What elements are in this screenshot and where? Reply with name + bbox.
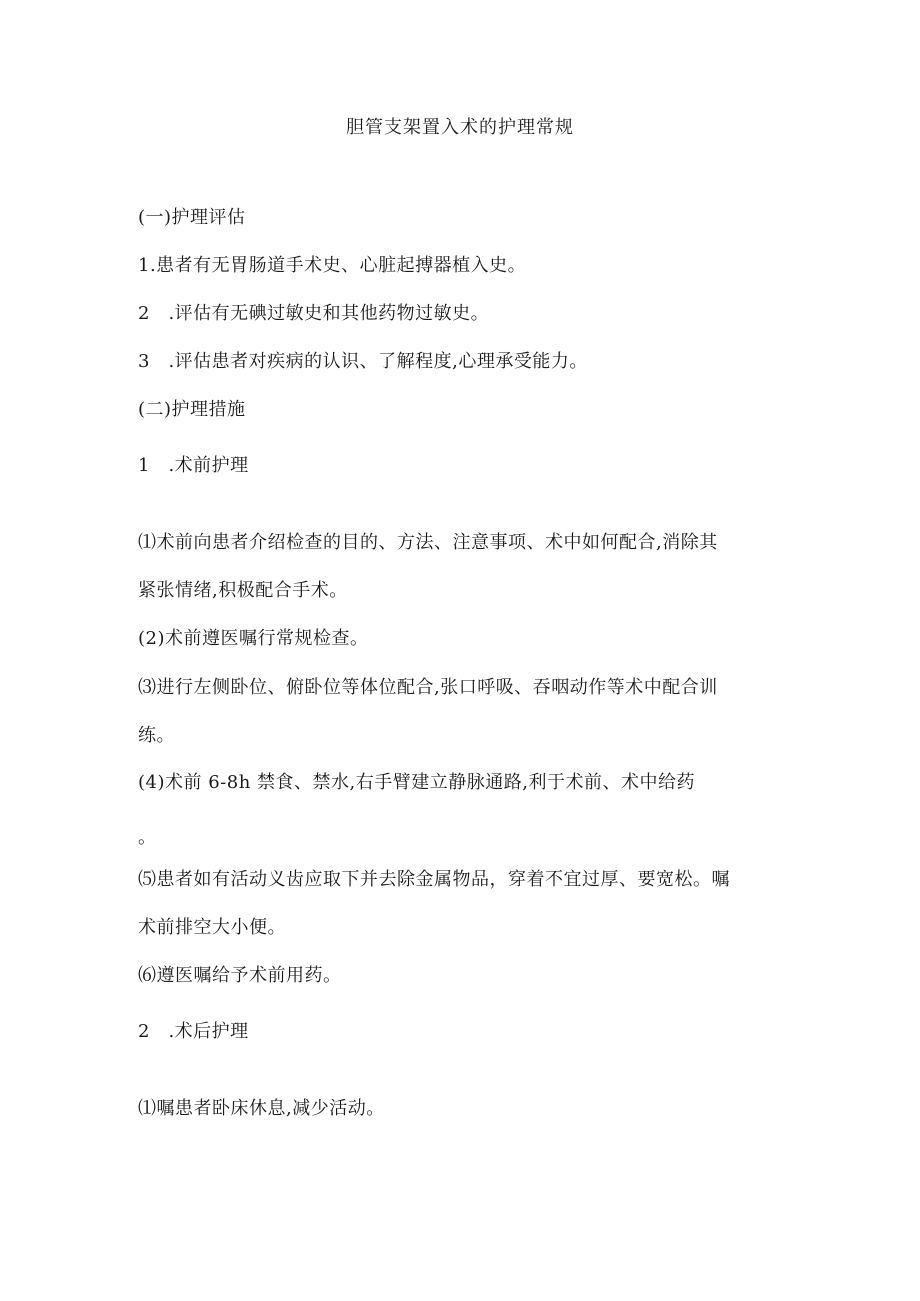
document-title: 胆管支架置入术的护理常规: [346, 117, 574, 138]
assessment-item-2: 2 .评估有无碘过敏史和其他药物过敏史。: [138, 303, 490, 324]
preop-item-2: (2)术前遵医嘱行常规检查。: [138, 628, 369, 649]
preop-item-4-line-2: 。: [138, 827, 157, 848]
preop-item-5-line-1: ⑸患者如有活动义齿应取下并去除金属物品，穿着不宜过厚、要宽松。嘱: [138, 869, 730, 890]
preop-item-5-line-2: 术前排空大小便。: [138, 917, 286, 938]
section-heading-measures: (二)护理措施: [138, 399, 246, 420]
postop-item-1: ⑴嘱患者卧床休息,减少活动。: [138, 1098, 385, 1119]
assessment-item-3: 3 .评估患者对疾病的认识、了解程度,心理承受能力。: [138, 351, 588, 372]
preop-item-3-line-2: 练。: [138, 725, 175, 746]
preop-item-6: ⑹遵医嘱给予术前用药。: [138, 965, 342, 986]
assessment-item-1: 1.患者有无胃肠道手术史、心脏起搏器植入史。: [138, 255, 527, 276]
section-heading-assessment: (一)护理评估: [138, 207, 246, 228]
preop-item-3-line-1: ⑶进行左侧卧位、俯卧位等体位配合,张口呼吸、吞咽动作等术中配合训: [138, 677, 718, 698]
subheading-postop-care: 2 .术后护理: [138, 1021, 249, 1042]
preop-item-4-line-1: (4)术前 6-8h 禁食、禁水,右手臂建立静脉通路,利于术前、术中给药: [138, 772, 695, 793]
subheading-preop-care: 1 .术前护理: [138, 455, 249, 476]
preop-item-1-line-2: 紧张情绪,积极配合手术。: [138, 580, 348, 601]
preop-item-1-line-1: ⑴术前向患者介绍检查的目的、方法、注意事项、术中如何配合,消除其: [138, 532, 718, 553]
